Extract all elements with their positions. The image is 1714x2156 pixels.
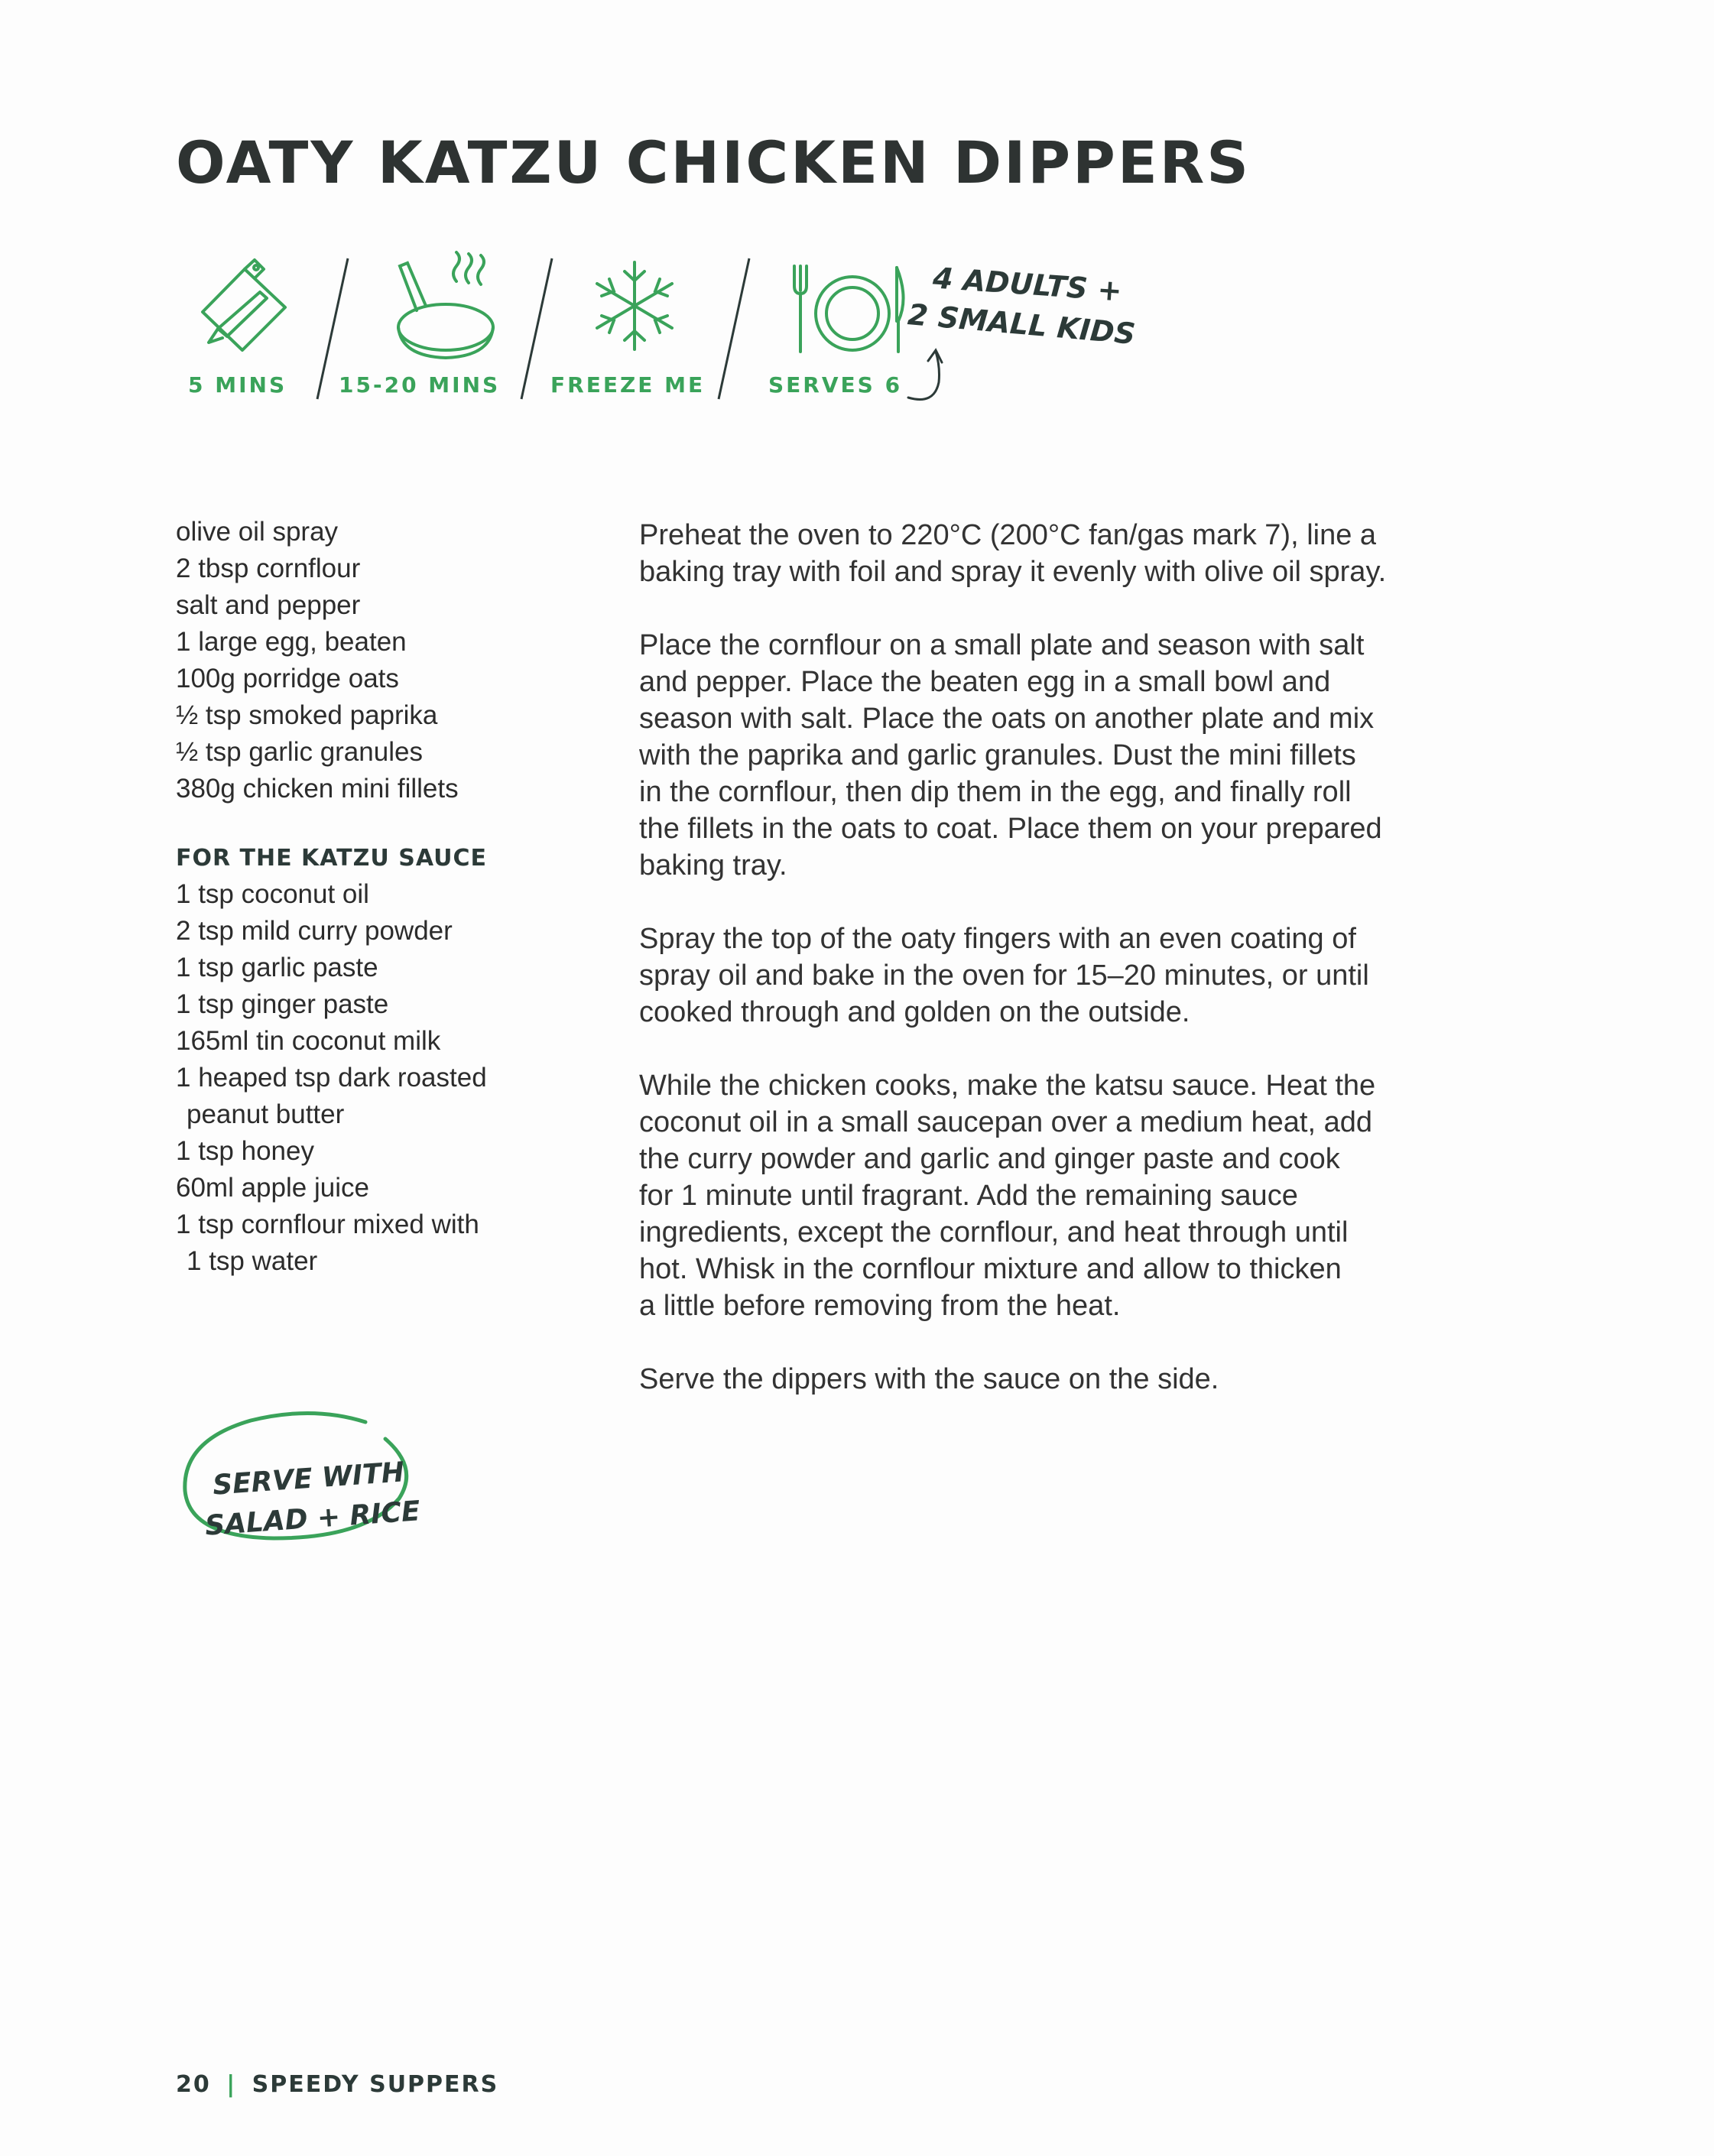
serves-label: SERVES 6 — [768, 372, 903, 398]
sauce-ingredient-continuation: peanut butter — [187, 1099, 345, 1129]
page-number: 20 — [176, 2071, 211, 2098]
serve-with-line1: SERVE WITH — [211, 1456, 406, 1502]
sauce-ingredient-item: 1 tsp garlic paste — [176, 953, 378, 982]
sauce-ingredient-item: 1 tsp ginger paste — [176, 989, 389, 1019]
serve-with-line2: SALAD + RICE — [203, 1495, 421, 1542]
sauce-heading: FOR THE KATZU SAUCE — [176, 845, 487, 872]
sauce-ingredient-item: 60ml apple juice — [176, 1173, 369, 1203]
ingredients-column — [176, 514, 558, 1280]
sauce-ingredient-item: 1 heaped tsp dark roasted — [176, 1063, 487, 1093]
sauce-ingredient-item: 1 tsp honey — [176, 1136, 314, 1166]
sauce-ingredient-item — [176, 1243, 558, 1280]
ingredient-item: 1 large egg, beaten — [176, 627, 407, 657]
serves-note-line1: 4 ADULTS + — [931, 261, 1123, 308]
ingredient-list — [176, 514, 558, 807]
ingredient-item: ½ tsp smoked paprika — [176, 700, 438, 730]
ingredient-item: olive oil spray — [176, 517, 339, 547]
snowflake-icon — [585, 256, 684, 356]
ingredient-item: ½ tsp garlic granules — [176, 737, 423, 767]
ingredient-item: salt and pepper — [176, 590, 361, 620]
method-step: Spray the top of the oaty fingers with an even coating of spray oil and bake in the oven for 15–20 minutes, or until cooked through and golden on the outside. — [639, 923, 1369, 1028]
divider — [711, 252, 757, 405]
cook-time: 15-20 MINS — [339, 372, 501, 398]
method-step: Preheat the oven to 220°C (200°C fan/gas mark 7), line a baking tray with foil and spray it evenly with olive oil spray. — [639, 519, 1387, 588]
sauce-ingredient-item: 2 tsp mild curry powder — [176, 916, 453, 946]
page-footer — [176, 2071, 498, 2098]
prep-time: 5 MINS — [188, 372, 287, 398]
sauce-ingredient-continuation: 1 tsp water — [187, 1246, 318, 1276]
page-title: OATY KATZU CHICKEN DIPPERS — [176, 128, 1251, 196]
freeze-label: FREEZE ME — [550, 372, 706, 398]
sauce-ingredient-list — [176, 876, 558, 1280]
section-name: SPEEDY SUPPERS — [252, 2071, 499, 2098]
ingredient-item: 2 tbsp cornflour — [176, 554, 361, 583]
serve-with-note — [174, 1407, 419, 1544]
ingredient-item: 100g porridge oats — [176, 664, 399, 693]
sauce-ingredient-item: 1 tsp cornflour mixed with — [176, 1210, 479, 1239]
method-step: Serve the dippers with the sauce on the side. — [639, 1363, 1219, 1395]
method-step: While the chicken cooks, make the katsu sauce. Heat the coconut oil in a small saucepan over a medium heat, add the curry powder and garlic and ginger paste and cook for 1 minute until fragrant. Add the remaining sauce ingredients, except the cornflour, and heat through until hot. Whisk in the cornflour mixture and allow to thicken a little before removing from the heat. — [639, 1070, 1376, 1322]
frying-pan-icon — [386, 251, 508, 365]
sauce-ingredient-item — [176, 1096, 558, 1133]
ingredient-item: 380g chicken mini fillets — [176, 774, 459, 804]
chopping-board-icon — [187, 252, 302, 367]
serves-note-line2: 2 SMALL KIDS — [906, 297, 1137, 351]
sauce-ingredient-item: 165ml tin coconut milk — [176, 1026, 441, 1056]
footer-separator: | — [226, 2071, 237, 2098]
arrow-icon — [894, 344, 963, 405]
sauce-ingredient-item: 1 tsp coconut oil — [176, 879, 369, 909]
method-column — [639, 517, 1541, 1434]
method-step: Place the cornflour on a small plate and season with salt and pepper. Place the beaten egg in a small bowl and season with salt. Place the oats on another plate and mix with the paprika and garlic granules. Dust the mini fillets in the cornflour, then dip them in the egg, and finally roll the fillets in the oats to coat. Place them on your prepared baking tray. — [639, 629, 1382, 882]
